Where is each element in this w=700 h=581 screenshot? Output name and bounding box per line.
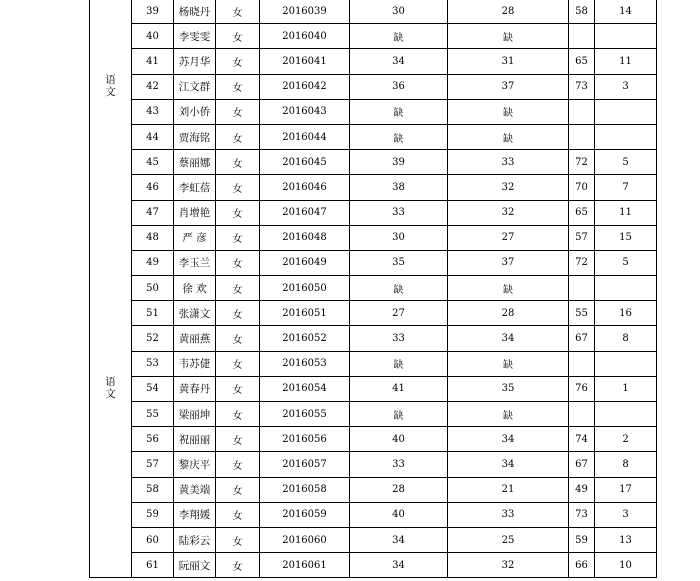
rank-cell: 14: [595, 0, 657, 24]
table-row: [90, 49, 657, 74]
total-score-cell: 76: [569, 376, 595, 401]
score-part-1-cell: 34: [350, 49, 448, 74]
student-id-cell: 2016045: [260, 150, 350, 175]
score-part-1-cell: 30: [350, 0, 448, 24]
student-id-cell: 2016044: [260, 124, 350, 149]
subject-cell: [90, 477, 132, 502]
student-id-cell: 2016042: [260, 74, 350, 99]
score-part-2-cell: 28: [448, 301, 569, 326]
rank-cell: 10: [595, 553, 657, 578]
student-name-cell: 徐 欢: [174, 276, 216, 301]
row-number-cell: 46: [132, 175, 174, 200]
subject-cell: [90, 24, 132, 49]
row-number-cell: 47: [132, 200, 174, 225]
row-number-cell: 58: [132, 477, 174, 502]
table-row: [90, 427, 657, 452]
rank-cell: 5: [595, 150, 657, 175]
score-part-1-cell: 缺: [350, 99, 448, 124]
total-score-cell: 72: [569, 150, 595, 175]
score-part-2-cell: 33: [448, 502, 569, 527]
score-part-1-cell: 34: [350, 553, 448, 578]
rank-cell: 1: [595, 376, 657, 401]
rank-cell: 7: [595, 175, 657, 200]
rank-cell: 5: [595, 250, 657, 275]
total-score-cell: 58: [569, 0, 595, 24]
student-id-cell: 2016040: [260, 24, 350, 49]
subject-cell: [90, 99, 132, 124]
total-score-cell: 73: [569, 502, 595, 527]
subject-cell: [90, 427, 132, 452]
rank-cell: [595, 24, 657, 49]
total-score-cell: 73: [569, 74, 595, 99]
gender-cell: 女: [216, 376, 260, 401]
row-number-cell: 59: [132, 502, 174, 527]
subject-cell: [90, 276, 132, 301]
subject-cell: [90, 452, 132, 477]
subject-label: 语文: [105, 74, 116, 98]
subject-cell: [90, 376, 132, 401]
row-number-cell: 54: [132, 376, 174, 401]
table-row: [90, 225, 657, 250]
score-part-2-cell: 32: [448, 175, 569, 200]
rank-cell: [595, 124, 657, 149]
student-name-cell: 韦苏倢: [174, 351, 216, 376]
rank-cell: 13: [595, 527, 657, 552]
row-number-cell: 40: [132, 24, 174, 49]
score-part-2-cell: 34: [448, 427, 569, 452]
table-row: [90, 477, 657, 502]
gender-cell: 女: [216, 527, 260, 552]
student-name-cell: 蔡丽娜: [174, 150, 216, 175]
student-name-cell: 黎庆平: [174, 452, 216, 477]
row-number-cell: 53: [132, 351, 174, 376]
student-name-cell: 严 彦: [174, 225, 216, 250]
row-number-cell: 44: [132, 124, 174, 149]
score-table-body: [90, 0, 657, 578]
student-id-cell: 2016055: [260, 402, 350, 427]
score-part-2-cell: 缺: [448, 99, 569, 124]
gender-cell: 女: [216, 225, 260, 250]
score-table: [89, 0, 657, 578]
subject-cell: [90, 301, 132, 326]
row-number-cell: 43: [132, 99, 174, 124]
total-score-cell: 57: [569, 225, 595, 250]
total-score-cell: 49: [569, 477, 595, 502]
table-row: [90, 99, 657, 124]
total-score-cell: 67: [569, 326, 595, 351]
row-number-cell: 45: [132, 150, 174, 175]
gender-cell: 女: [216, 276, 260, 301]
rank-cell: 3: [595, 74, 657, 99]
gender-cell: 女: [216, 200, 260, 225]
rank-cell: 15: [595, 225, 657, 250]
gender-cell: 女: [216, 250, 260, 275]
gender-cell: 女: [216, 402, 260, 427]
subject-cell: [90, 553, 132, 578]
table-row: [90, 553, 657, 578]
student-id-cell: 2016043: [260, 99, 350, 124]
student-id-cell: 2016052: [260, 326, 350, 351]
student-id-cell: 2016039: [260, 0, 350, 24]
score-part-1-cell: 41: [350, 376, 448, 401]
score-part-1-cell: 缺: [350, 124, 448, 149]
table-row: [90, 326, 657, 351]
gender-cell: 女: [216, 175, 260, 200]
student-id-cell: 2016061: [260, 553, 350, 578]
gender-cell: 女: [216, 326, 260, 351]
subject-cell: [90, 150, 132, 175]
student-name-cell: 祝丽丽: [174, 427, 216, 452]
row-number-cell: 61: [132, 553, 174, 578]
total-score-cell: 66: [569, 553, 595, 578]
student-id-cell: 2016050: [260, 276, 350, 301]
student-name-cell: 黄春丹: [174, 376, 216, 401]
score-part-2-cell: 缺: [448, 124, 569, 149]
subject-cell: [90, 250, 132, 275]
row-number-cell: 48: [132, 225, 174, 250]
gender-cell: 女: [216, 24, 260, 49]
score-part-1-cell: 33: [350, 200, 448, 225]
table-row: [90, 376, 657, 401]
subject-cell: [90, 74, 132, 99]
rank-cell: 2: [595, 427, 657, 452]
rank-cell: 3: [595, 502, 657, 527]
score-part-2-cell: 缺: [448, 351, 569, 376]
table-row: [90, 74, 657, 99]
score-part-1-cell: 39: [350, 150, 448, 175]
score-part-1-cell: 28: [350, 477, 448, 502]
row-number-cell: 50: [132, 276, 174, 301]
student-name-cell: 江文群: [174, 74, 216, 99]
student-name-cell: 肖增艳: [174, 200, 216, 225]
subject-cell: [90, 49, 132, 74]
student-id-cell: 2016060: [260, 527, 350, 552]
row-number-cell: 52: [132, 326, 174, 351]
subject-cell: [90, 502, 132, 527]
row-number-cell: 56: [132, 427, 174, 452]
total-score-cell: [569, 276, 595, 301]
score-part-2-cell: 34: [448, 452, 569, 477]
score-part-1-cell: 40: [350, 502, 448, 527]
score-part-2-cell: 28: [448, 0, 569, 24]
gender-cell: 女: [216, 301, 260, 326]
student-name-cell: 李翔媛: [174, 502, 216, 527]
gender-cell: 女: [216, 502, 260, 527]
score-part-2-cell: 31: [448, 49, 569, 74]
student-name-cell: 李玉兰: [174, 250, 216, 275]
gender-cell: 女: [216, 124, 260, 149]
student-name-cell: 张潇文: [174, 301, 216, 326]
total-score-cell: 55: [569, 301, 595, 326]
score-part-1-cell: 27: [350, 301, 448, 326]
rank-cell: 16: [595, 301, 657, 326]
student-name-cell: 杨晓丹: [174, 0, 216, 24]
subject-cell: [90, 402, 132, 427]
row-number-cell: 60: [132, 527, 174, 552]
score-part-1-cell: 缺: [350, 24, 448, 49]
score-part-1-cell: 38: [350, 175, 448, 200]
score-part-1-cell: 35: [350, 250, 448, 275]
table-row: [90, 276, 657, 301]
score-part-2-cell: 32: [448, 200, 569, 225]
gender-cell: 女: [216, 99, 260, 124]
table-row: [90, 200, 657, 225]
student-name-cell: 贾海铭: [174, 124, 216, 149]
score-part-2-cell: 32: [448, 553, 569, 578]
score-part-1-cell: 33: [350, 452, 448, 477]
student-id-cell: 2016041: [260, 49, 350, 74]
score-part-1-cell: 30: [350, 225, 448, 250]
score-part-2-cell: 34: [448, 326, 569, 351]
rank-cell: [595, 402, 657, 427]
table-row: [90, 502, 657, 527]
total-score-cell: 74: [569, 427, 595, 452]
total-score-cell: [569, 99, 595, 124]
total-score-cell: 59: [569, 527, 595, 552]
table-row: [90, 175, 657, 200]
total-score-cell: 65: [569, 200, 595, 225]
student-id-cell: 2016051: [260, 301, 350, 326]
row-number-cell: 55: [132, 402, 174, 427]
score-part-1-cell: 33: [350, 326, 448, 351]
subject-cell: [90, 326, 132, 351]
student-id-cell: 2016049: [260, 250, 350, 275]
score-part-1-cell: 36: [350, 74, 448, 99]
gender-cell: 女: [216, 74, 260, 99]
total-score-cell: 65: [569, 49, 595, 74]
gender-cell: 女: [216, 427, 260, 452]
rank-cell: 11: [595, 200, 657, 225]
student-id-cell: 2016059: [260, 502, 350, 527]
gender-cell: 女: [216, 553, 260, 578]
score-part-2-cell: 缺: [448, 24, 569, 49]
student-name-cell: 李虹蓓: [174, 175, 216, 200]
gender-cell: 女: [216, 351, 260, 376]
score-part-2-cell: 21: [448, 477, 569, 502]
rank-cell: 11: [595, 49, 657, 74]
student-name-cell: 苏月华: [174, 49, 216, 74]
student-id-cell: 2016058: [260, 477, 350, 502]
score-sheet: [89, 0, 657, 578]
table-row: [90, 301, 657, 326]
subject-cell: [90, 351, 132, 376]
student-id-cell: 2016057: [260, 452, 350, 477]
gender-cell: 女: [216, 452, 260, 477]
subject-cell: [90, 200, 132, 225]
score-part-1-cell: 缺: [350, 402, 448, 427]
score-part-1-cell: 缺: [350, 276, 448, 301]
table-row: [90, 250, 657, 275]
row-number-cell: 49: [132, 250, 174, 275]
gender-cell: 女: [216, 0, 260, 24]
rank-cell: [595, 276, 657, 301]
score-part-2-cell: 37: [448, 250, 569, 275]
score-part-2-cell: 缺: [448, 402, 569, 427]
total-score-cell: [569, 24, 595, 49]
rank-cell: 8: [595, 452, 657, 477]
score-part-2-cell: 25: [448, 527, 569, 552]
subject-cell: [90, 225, 132, 250]
student-name-cell: 黄美端: [174, 477, 216, 502]
total-score-cell: 70: [569, 175, 595, 200]
rank-cell: 8: [595, 326, 657, 351]
rank-cell: 17: [595, 477, 657, 502]
total-score-cell: [569, 124, 595, 149]
total-score-cell: 72: [569, 250, 595, 275]
student-name-cell: 陆彩云: [174, 527, 216, 552]
gender-cell: 女: [216, 150, 260, 175]
total-score-cell: 67: [569, 452, 595, 477]
score-part-2-cell: 35: [448, 376, 569, 401]
rank-cell: [595, 99, 657, 124]
student-name-cell: 黄丽燕: [174, 326, 216, 351]
table-row: [90, 452, 657, 477]
student-id-cell: 2016056: [260, 427, 350, 452]
subject-cell: [90, 124, 132, 149]
table-row: [90, 124, 657, 149]
total-score-cell: [569, 351, 595, 376]
student-name-cell: 李雯雯: [174, 24, 216, 49]
student-id-cell: 2016047: [260, 200, 350, 225]
row-number-cell: 51: [132, 301, 174, 326]
score-part-2-cell: 33: [448, 150, 569, 175]
score-part-2-cell: 缺: [448, 276, 569, 301]
score-part-2-cell: 37: [448, 74, 569, 99]
row-number-cell: 42: [132, 74, 174, 99]
subject-cell: [90, 175, 132, 200]
row-number-cell: 41: [132, 49, 174, 74]
gender-cell: 女: [216, 49, 260, 74]
student-id-cell: 2016046: [260, 175, 350, 200]
table-row: [90, 402, 657, 427]
student-name-cell: 刘小侨: [174, 99, 216, 124]
row-number-cell: 57: [132, 452, 174, 477]
gender-cell: 女: [216, 477, 260, 502]
student-name-cell: 阮丽文: [174, 553, 216, 578]
table-row: [90, 150, 657, 175]
student-id-cell: 2016053: [260, 351, 350, 376]
table-row: [90, 351, 657, 376]
subject-cell: [90, 527, 132, 552]
score-part-1-cell: 40: [350, 427, 448, 452]
subject-label: 语文: [105, 376, 116, 400]
rank-cell: [595, 351, 657, 376]
student-name-cell: 梁丽坤: [174, 402, 216, 427]
table-row: [90, 527, 657, 552]
subject-cell: [90, 0, 132, 24]
table-row: [90, 0, 657, 24]
score-part-1-cell: 缺: [350, 351, 448, 376]
total-score-cell: [569, 402, 595, 427]
table-row: [90, 24, 657, 49]
score-part-1-cell: 34: [350, 527, 448, 552]
student-id-cell: 2016048: [260, 225, 350, 250]
score-part-2-cell: 27: [448, 225, 569, 250]
student-id-cell: 2016054: [260, 376, 350, 401]
row-number-cell: 39: [132, 0, 174, 24]
